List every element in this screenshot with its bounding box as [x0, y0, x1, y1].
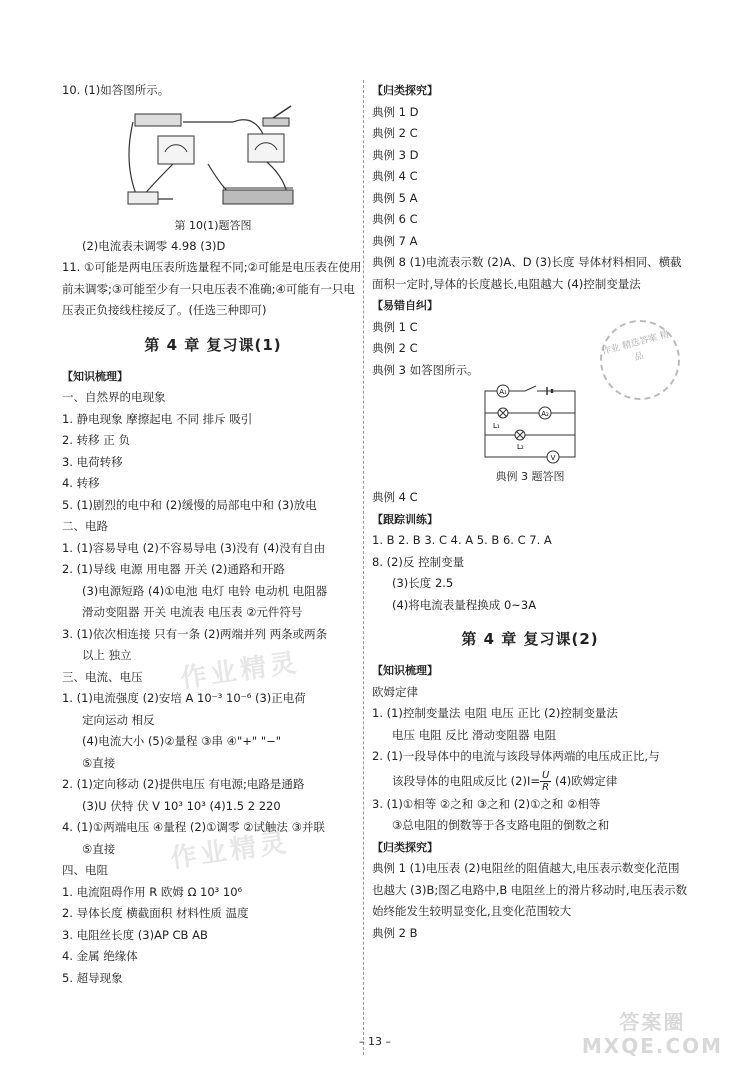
- guilei-heading: 【归类探究】: [372, 84, 438, 97]
- site-watermark-logo: 答案圈 MXQE.COM: [581, 1010, 724, 1058]
- ohm-item-2b-prefix: 该段导体的电阻成反比 (2)I=: [392, 773, 540, 788]
- voltmeter-v: [547, 451, 559, 463]
- example-5: 典例 5 A: [372, 190, 418, 205]
- s1-item-4: 4. 转移: [62, 476, 100, 490]
- ohm-item-2a: 2. (1)一段导体中的电流与该段导体两端的电压成正比,与: [372, 749, 660, 763]
- page-number: – 13 –: [359, 1035, 391, 1048]
- guilei-heading-2: 【归类探究】: [372, 840, 438, 854]
- svg-text:V: V: [550, 454, 556, 462]
- s3-item-2a: 2. (1)定向移动 (2)提供电压 有电源;电路是通路: [62, 777, 305, 791]
- s3-item-1c: (4)电流大小 (5)②量程 ③串 ④"+" "−": [82, 734, 282, 748]
- s3-item-1a: 1. (1)电流强度 (2)安培 A 10⁻³ 10⁻⁶ (3)正电荷: [62, 691, 306, 705]
- s1-item-5: 5. (1)剧烈的电中和 (2)缓慢的局部电中和 (3)放电: [62, 497, 317, 512]
- q10-1: 10. (1)如答图所示。: [62, 83, 170, 97]
- yicuo-example-3: 典例 3 如答图所示。: [372, 362, 479, 377]
- chapter-title-review-1: 第 4 章 复习课(1): [144, 335, 282, 354]
- svg-text:L₁: L₁: [493, 422, 500, 430]
- ohm-formula-fraction: [540, 770, 551, 793]
- s3-item-4b: ⑤直接: [82, 841, 116, 856]
- q11: 11. ①可能是两电压表所选量程不同;②可能是电压表在使用前未调零;③可能至少有一只电压表不准确;④可能有一只电压表正负接线柱接反了。(任选三种即可): [62, 260, 362, 317]
- watermark-left: 作业精灵: [178, 647, 302, 695]
- svg-text:A₂: A₂: [541, 410, 549, 418]
- example-8: 典例 8 (1)电流表示数 (2)A、D (3)长度 导体材料相同、横截面积一定时,导体的长度越长,电阻越大 (4)控制变量法: [372, 255, 682, 291]
- genzong-8: 8. (2)反 控制变量: [372, 554, 465, 569]
- rheostat-icon: [223, 190, 293, 204]
- s2-item-1: 1. (1)容易导电 (2)不容易导电 (3)没有 (4)没有自由: [62, 540, 326, 555]
- lamp-l2: [515, 430, 525, 451]
- example-3: 典例 3 D: [372, 147, 419, 162]
- genzong-heading: 【跟踪训练】: [372, 512, 438, 526]
- section-4-title: 四、电阻: [62, 863, 108, 877]
- chapter-title-review-2: 第 4 章 复习课(2): [461, 630, 599, 648]
- s3-item-2b: (3)U 伏特 伏 V 10³ 10³ (4)1.5 2 220: [82, 798, 281, 813]
- stamp-logo: 作业 精选答案 精品: [591, 311, 689, 409]
- s1-item-2: 2. 转移 正 负: [62, 433, 130, 447]
- section-2-title: 二、电路: [62, 519, 108, 533]
- section-3-title: 三、电流、电压: [62, 669, 143, 684]
- svg-text:L₂: L₂: [517, 443, 524, 451]
- fraction-denominator: R: [542, 781, 550, 793]
- q10-2: (2)电流表未调零 4.98 (3)D: [82, 238, 226, 253]
- s4-item-2: 2. 导体长度 横截面积 材料性质 温度: [62, 906, 249, 920]
- svg-text:A₁: A₁: [499, 388, 507, 396]
- s4-item-3: 3. 电阻丝长度 (3)AP CB AB: [62, 927, 208, 942]
- voltmeter-icon: [248, 134, 284, 162]
- battery-icon: [135, 114, 181, 126]
- example-7: 典例 7 A: [372, 233, 418, 248]
- review2-example-1: 典例 1 (1)电压表 (2)电阻丝的阻值越大,电压表示数变化范围也越大 (3)B;图乙电路中,B 电阻丝上的滑片移动时,电压表示数始终能发生较明显变化,且变化范围较大: [372, 861, 688, 918]
- knowledge-heading-2: 【知识梳理】: [372, 664, 438, 677]
- s1-item-1: 1. 静电现象 摩擦起电 不同 排斥 吸引: [62, 411, 253, 426]
- example3-figure-caption: 典例 3 题答图: [495, 470, 565, 483]
- s3-item-1d: ⑤直接: [82, 755, 116, 770]
- lamp-l1: [493, 408, 508, 430]
- ammeter-a2: [539, 407, 551, 419]
- ohm-item-1a: 1. (1)控制变量法 电阻 电压 正比 (2)控制变量法: [372, 706, 618, 720]
- ammeter-icon: [158, 136, 194, 164]
- example-4: 典例 4 C: [372, 169, 418, 183]
- s2-item-3a: 3. (1)依次相连接 只有一条 (2)两端并列 两条或两条: [62, 626, 328, 641]
- watermark-left-2: 作业精灵: [168, 827, 292, 875]
- genzong-1-7: 1. B 2. B 3. C 4. A 5. B 6. C 7. A: [372, 533, 552, 547]
- review2-example-2: 典例 2 B: [372, 925, 418, 940]
- ohm-item-2b-suffix: (4)欧姆定律: [551, 773, 618, 788]
- ohm-item-3a: 3. (1)①相等 ②之和 ③之和 (2)①之和 ②相等: [372, 796, 601, 811]
- ohm-law-title: 欧姆定律: [372, 684, 418, 699]
- genzong-8-4: (4)将电流表量程换成 0~3A: [392, 597, 537, 612]
- example-6: 典例 6 C: [372, 212, 418, 226]
- bulb-holder-icon: [128, 192, 158, 204]
- s3-item-1b: 定向运动 相反: [82, 712, 155, 727]
- ohm-item-1b: 电压 电阻 反比 滑动变阻器 电阻: [392, 727, 557, 742]
- s4-item-1: 1. 电流阻碍作用 R 欧姆 Ω 10³ 10⁶: [62, 884, 243, 899]
- knowledge-heading: 【知识梳理】: [62, 369, 128, 383]
- yicuo-example-1: 典例 1 C: [372, 319, 418, 334]
- s2-item-3b: 以上 独立: [82, 648, 132, 662]
- section-1-title: 一、自然界的电现象: [62, 390, 166, 404]
- ohm-item-2b: [372, 768, 688, 794]
- fraction-numerator: U: [541, 769, 550, 781]
- q10-circuit-figure: [113, 104, 313, 214]
- s2-item-2c: 滑动变阻器 开关 电流表 电压表 ②元件符号: [82, 605, 303, 619]
- s4-item-4: 4. 金属 绝缘体: [62, 949, 138, 963]
- ohm-item-3b: ③总电阻的倒数等于各支路电阻的倒数之和: [392, 818, 610, 832]
- s2-item-2b: (3)电源短路 (4)①电池 电灯 电铃 电动机 电阻器: [82, 583, 328, 598]
- example-1: 典例 1 D: [372, 104, 419, 119]
- s4-item-5: 5. 超导现象: [62, 970, 123, 985]
- s1-item-3: 3. 电荷转移: [62, 454, 123, 469]
- ammeter-a1: [497, 385, 509, 397]
- right-column: [372, 80, 688, 944]
- switch-icon: [263, 118, 289, 126]
- s3-item-4a: 4. (1)①两端电压 ④量程 (2)①调零 ②试触法 ③并联: [62, 820, 325, 834]
- genzong-8-3: (3)长度 2.5: [392, 576, 454, 590]
- q10-figure-caption: 第 10(1)题答图: [174, 218, 252, 232]
- yicuo-heading: 【易错自纠】: [372, 299, 438, 312]
- yicuo-example-2: 典例 2 C: [372, 341, 418, 355]
- yicuo-example-4: 典例 4 C: [372, 490, 418, 504]
- example-2: 典例 2 C: [372, 126, 418, 140]
- s2-item-2a: 2. (1)导线 电源 用电器 开关 (2)通路和开路: [62, 562, 285, 576]
- example3-circuit-figure: [475, 383, 585, 465]
